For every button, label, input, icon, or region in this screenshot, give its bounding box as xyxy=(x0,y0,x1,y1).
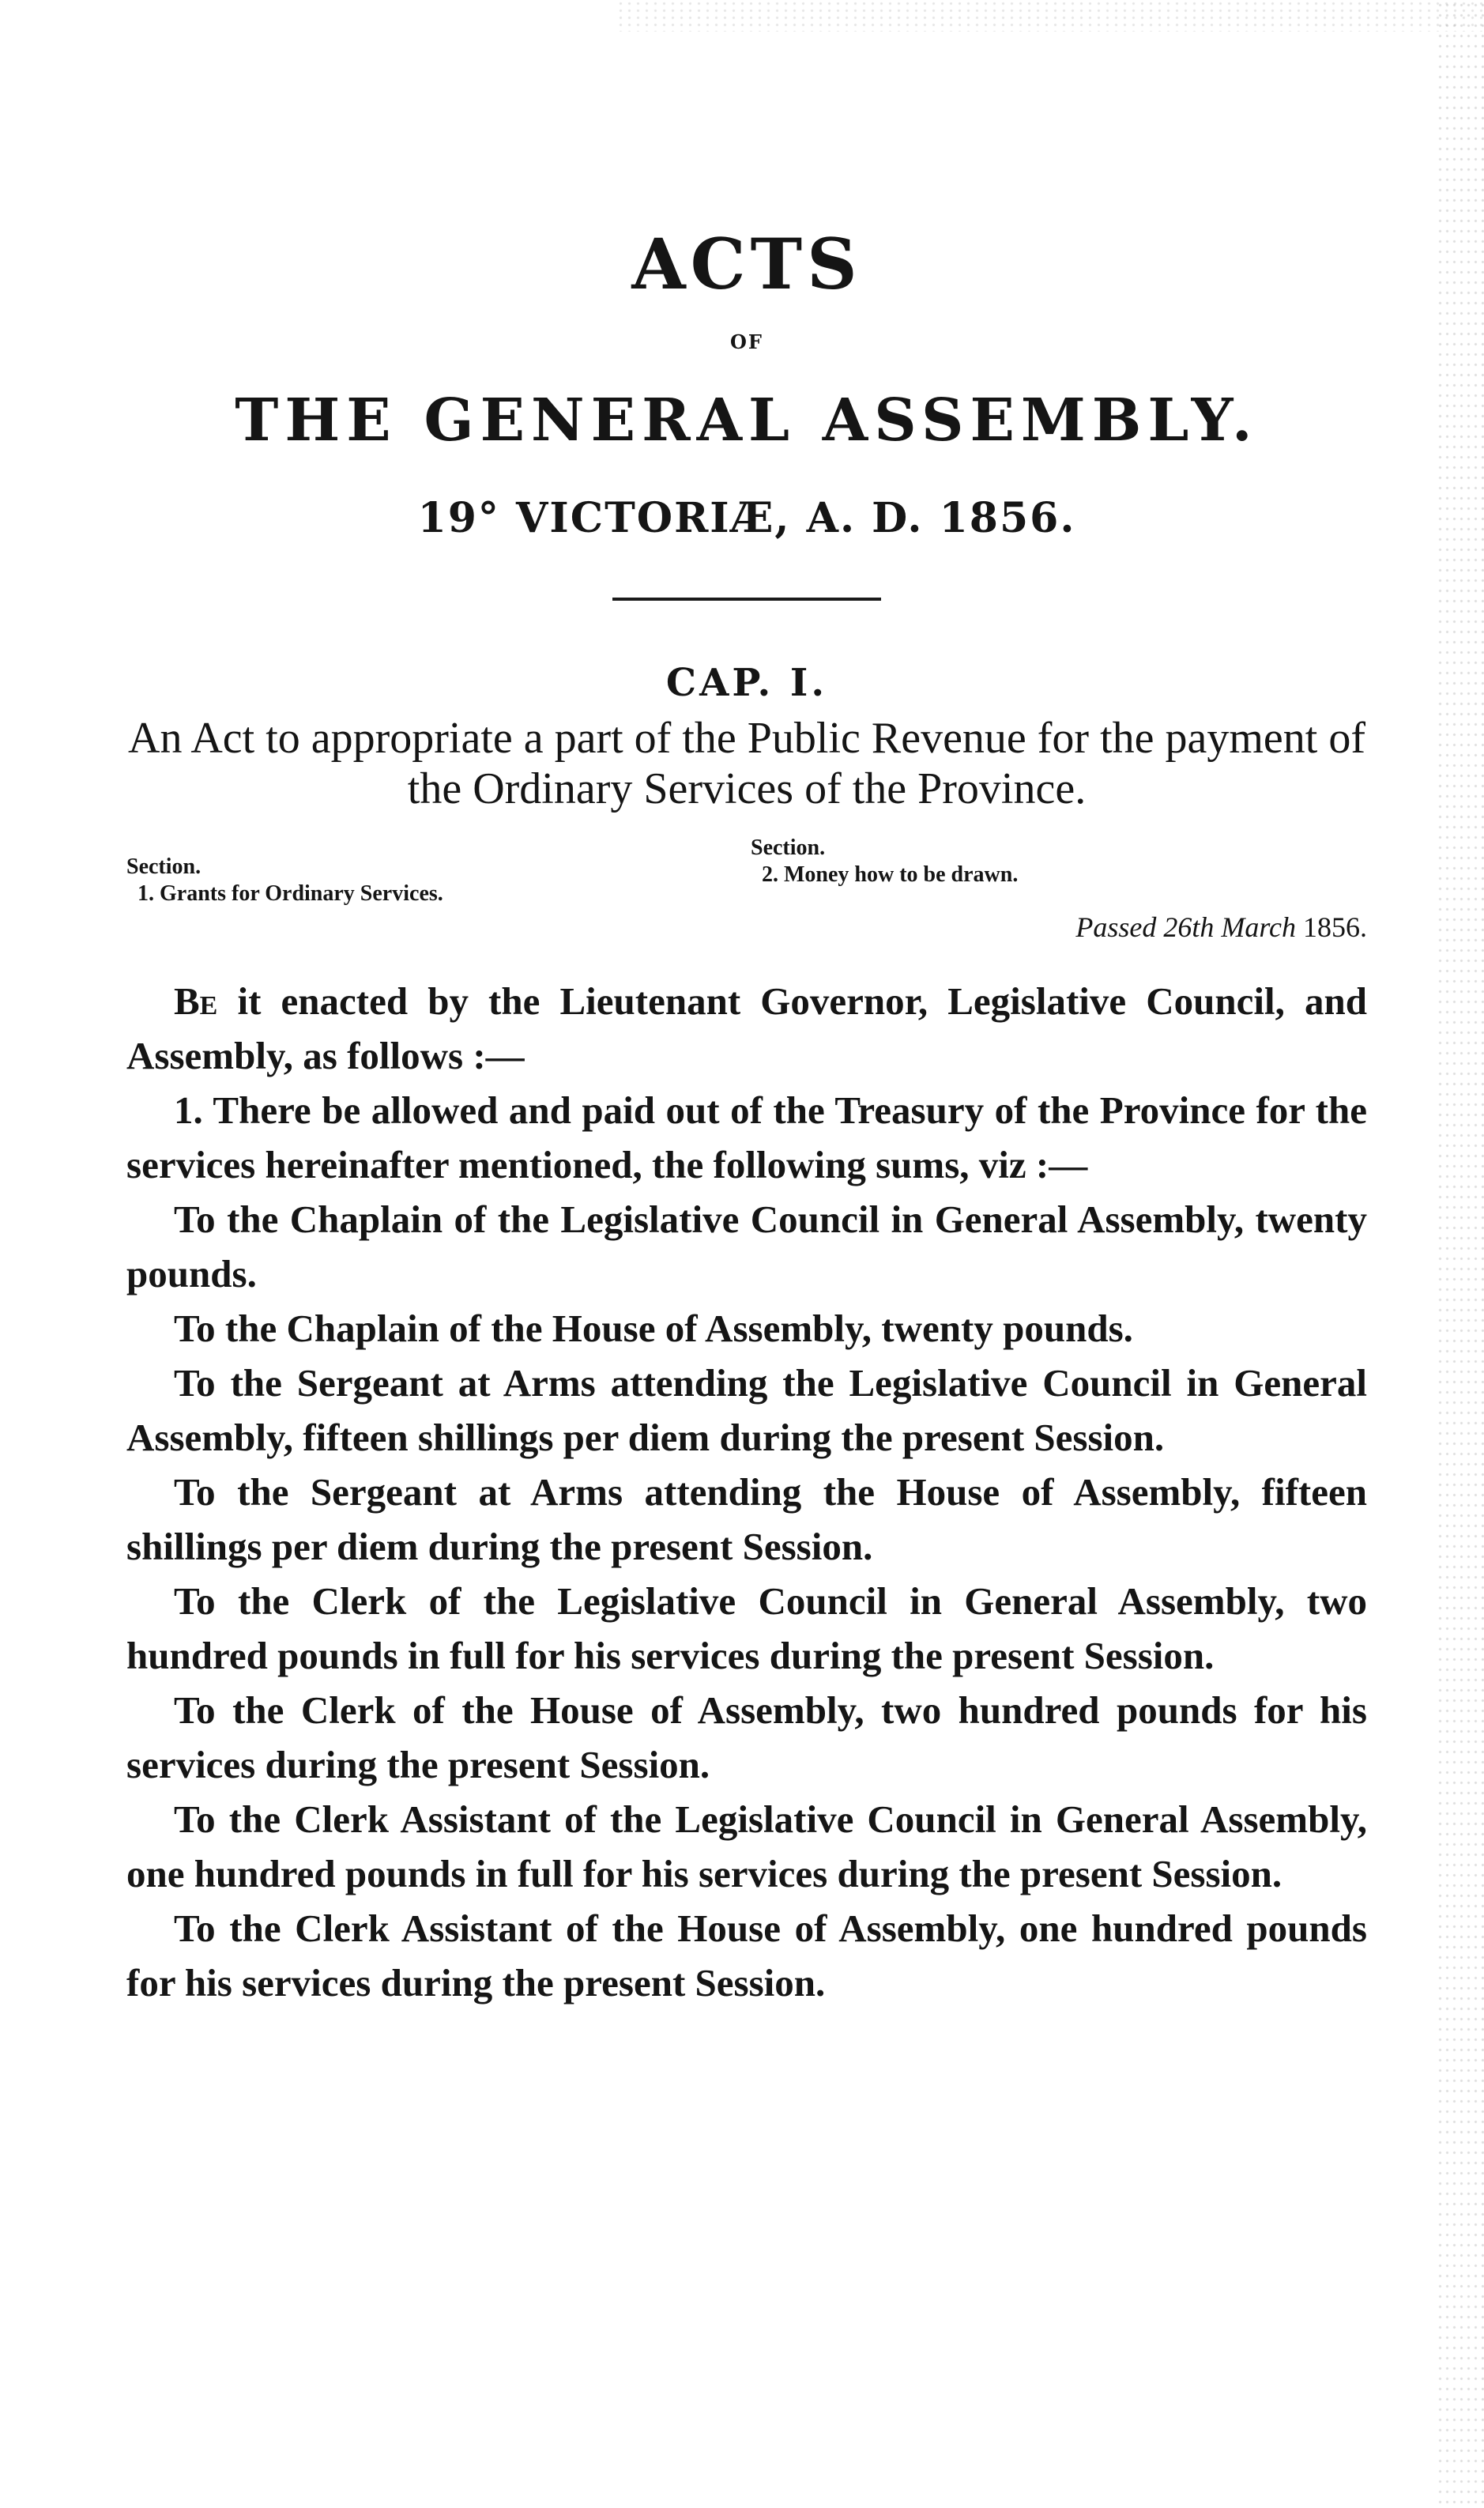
enacting-rest: it enacted by the Lieutenant Governor, Legislative Council, and Assembly, as follows :— xyxy=(126,979,1367,1077)
body-paragraph: To the Clerk Assistant of the Legislative Council in General Assembly, one hundred pounds in full for his services during the present Session. xyxy=(126,1797,1367,1895)
section-heading: Section. xyxy=(751,835,826,860)
passed-year: 1856. xyxy=(1303,911,1367,943)
act-body xyxy=(126,974,1367,2010)
passed-date xyxy=(1075,911,1367,944)
enacting-start: Be xyxy=(174,979,218,1023)
section-item: 2. Money how to be drawn. xyxy=(762,862,1019,887)
heading-acts: ACTS xyxy=(631,223,862,305)
divider-rule xyxy=(612,598,881,601)
title-block xyxy=(126,223,1367,542)
body-paragraph: To the Clerk of the Legislative Council in General Assembly, two hundred pounds in full for his services during the present Session. xyxy=(126,1579,1367,1677)
body-paragraph: To the Sergeant at Arms attending the Legislative Council in General Assembly, fifteen shillings per diem during the present Session. xyxy=(126,1361,1367,1459)
body-paragraph: To the Clerk Assistant of the House of Assembly, one hundred pounds for his services during the present Session. xyxy=(126,1906,1367,2005)
scan-speckle-edge xyxy=(1437,0,1484,2508)
section-item: 1. Grants for Ordinary Services. xyxy=(137,881,443,906)
chapter-heading: CAP. I. xyxy=(665,661,828,705)
body-paragraph: To the Clerk of the House of Assembly, two hundred pounds for his services during the present Session. xyxy=(126,1688,1367,1786)
body-paragraph: To the Chaplain of the Legislative Council in General Assembly, twenty pounds. xyxy=(126,1197,1367,1295)
body-paragraph: To the Sergeant at Arms attending the House of Assembly, fifteen shillings per diem during the present Session. xyxy=(126,1470,1367,1568)
body-paragraph: To the Chaplain of the House of Assembly, twenty pounds. xyxy=(174,1307,1133,1350)
section-heading: Section. xyxy=(126,854,202,879)
section-column-left xyxy=(126,854,443,907)
heading-of: OF xyxy=(730,330,763,353)
passed-label: Passed 26th March xyxy=(1075,911,1296,943)
document-page xyxy=(126,223,1367,2010)
heading-session: 19° VICTORIÆ, A. D. 1856. xyxy=(417,494,1076,542)
scan-speckle-top xyxy=(616,0,1484,32)
heading-general-assembly: THE GENERAL ASSEMBLY. xyxy=(235,387,1259,454)
act-title: An Act to appropriate a part of the Public Revenue for the payment of the Ordinary Services of the Province. xyxy=(128,714,1365,813)
section-column-right xyxy=(751,835,1018,888)
body-paragraph: 1. There be allowed and paid out of the Treasury of the Province for the services hereinafter mentioned, the following sums, viz :— xyxy=(126,1088,1367,1186)
section-summary xyxy=(126,835,1367,969)
enacting-clause xyxy=(126,974,1367,1083)
